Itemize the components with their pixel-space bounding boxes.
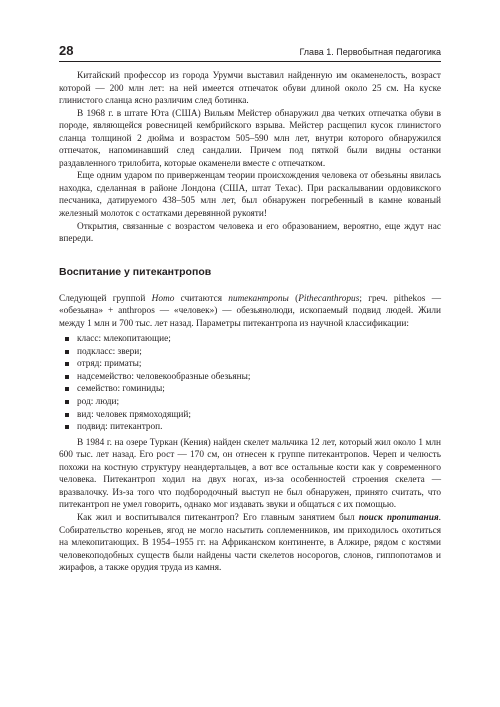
list-item-text: вид: человек прямоходящий;	[77, 409, 191, 420]
paragraph: Открытия, связанные с возрастом человека и его образованием, вероятно, еще ждут нас впереди.	[59, 221, 441, 245]
square-bullet-icon	[65, 425, 69, 429]
text-run: ; греч. pithekos — «обезьяна» + anthropos — «человек») — обезьянолюди, ископаемый подвид людей. Жили между 1 млн и 700 тыс. лет назад. Параметры питекантропа из научной классификации:	[59, 293, 442, 329]
square-bullet-icon	[65, 387, 69, 391]
square-bullet-icon	[65, 413, 69, 417]
paragraph	[59, 512, 441, 575]
text-run: считаются	[174, 293, 229, 304]
paragraph: В 1968 г. в штате Юта (США) Вильям Мейстер обнаружил два четких отпечатка обуви в породе, являющейся ровесницей кембрийского взрыва. Мейстер расщепил кусок глинистого сланца толщиной 2 дюйма и возрастом 505–590 млн лет, внутри которого обнаружился отпечаток, напоминавший след сандалии. Причем под пяткой были видны останки раздавленного трилобита, которые окаменели вместе с отпечатком.	[59, 108, 441, 169]
list-item	[59, 333, 441, 346]
list-item	[59, 409, 441, 422]
italic-term: питекантропы	[228, 293, 289, 304]
paragraph: Китайский профессор из города Урумчи выставил найденную им окаменелость, возраст которой — 200 млн лет: на ней имеется отпечаток обуви длиной около 25 см. На куске глинистого сланца ясно различим след ботинка.	[59, 71, 441, 107]
classification-list	[59, 333, 441, 433]
emphasized-term: поиск пропитания	[358, 512, 439, 523]
italic-term: Pithecanthropus	[298, 293, 360, 304]
list-item	[59, 358, 441, 371]
list-item-text: подкласс: звери;	[77, 346, 142, 357]
page-number: 28	[59, 43, 74, 58]
text-run: Следующей группой	[59, 293, 152, 304]
page-body	[59, 70, 441, 575]
list-item-text: семейство: гоминиды;	[77, 384, 165, 395]
italic-term: Homo	[151, 293, 175, 304]
list-item	[59, 396, 441, 409]
list-item	[59, 421, 441, 434]
square-bullet-icon	[65, 375, 69, 379]
list-item-text: надсемейство: человекообразные обезьяны;	[77, 371, 251, 382]
list-item	[59, 383, 441, 396]
list-item-text: род: люди;	[77, 397, 120, 408]
section-heading: Воспитание у питекантропов	[59, 265, 212, 278]
paragraph: Еще одним ударом по приверженцам теории происхождения человека от обезьяны явилась находка, сделанная в районе Лондона (США, штат Техас). При раскалывании ордовикского песчаника, датируемого 438–505 млн лет, был обнаружен погребенный в камне кованый железный молоток с остатками деревянной рукояти!	[59, 171, 441, 220]
square-bullet-icon	[65, 400, 69, 404]
paragraph	[59, 293, 441, 331]
list-item-text: класс: млекопитающие;	[77, 334, 171, 345]
page-header	[59, 44, 441, 62]
list-item	[59, 371, 441, 384]
list-item-text: подвид: питекантроп.	[77, 422, 163, 433]
text-run: Как жил и воспитывался питекантроп? Его главным занятием был	[77, 512, 359, 523]
list-item	[59, 346, 441, 359]
square-bullet-icon	[65, 350, 69, 354]
text-run: . Собирательство кореньев, ягод не могло насытить соплеменников, им приходилось охотиться на млекопитающих. В 1954–1955 гг. на Африканском континенте, в Алжире, рядом с костями человекоподобных существ были найдены части скелетов носорогов, слонов, гиппопотамов и жирафов, а также орудия труда из камня.	[59, 512, 441, 574]
running-title: Глава 1. Первобытная педагогика	[299, 47, 441, 57]
square-bullet-icon	[65, 362, 69, 366]
square-bullet-icon	[65, 337, 69, 341]
paragraph: В 1984 г. на озере Туркан (Кения) найден скелет мальчика 12 лет, который жил около 1 млн 600 тыс. лет назад. Его рост — 170 см, он отнесен к группе питекантропов. Череп и челюсть похожи на костную структуру неандертальцев, а вот все остальные кости как у современного человека. Питекантроп ходил на двух ногах, из-за особенностей строения скелета — вразвалочку. Из-за того что подбородочный выступ не был обнаружен, принято считать, что питекантроп не умел говорить, однако мог издавать звуки и общаться с их помощью.	[59, 437, 441, 511]
text-run: (	[288, 293, 299, 304]
list-item-text: отряд: приматы;	[77, 359, 142, 370]
